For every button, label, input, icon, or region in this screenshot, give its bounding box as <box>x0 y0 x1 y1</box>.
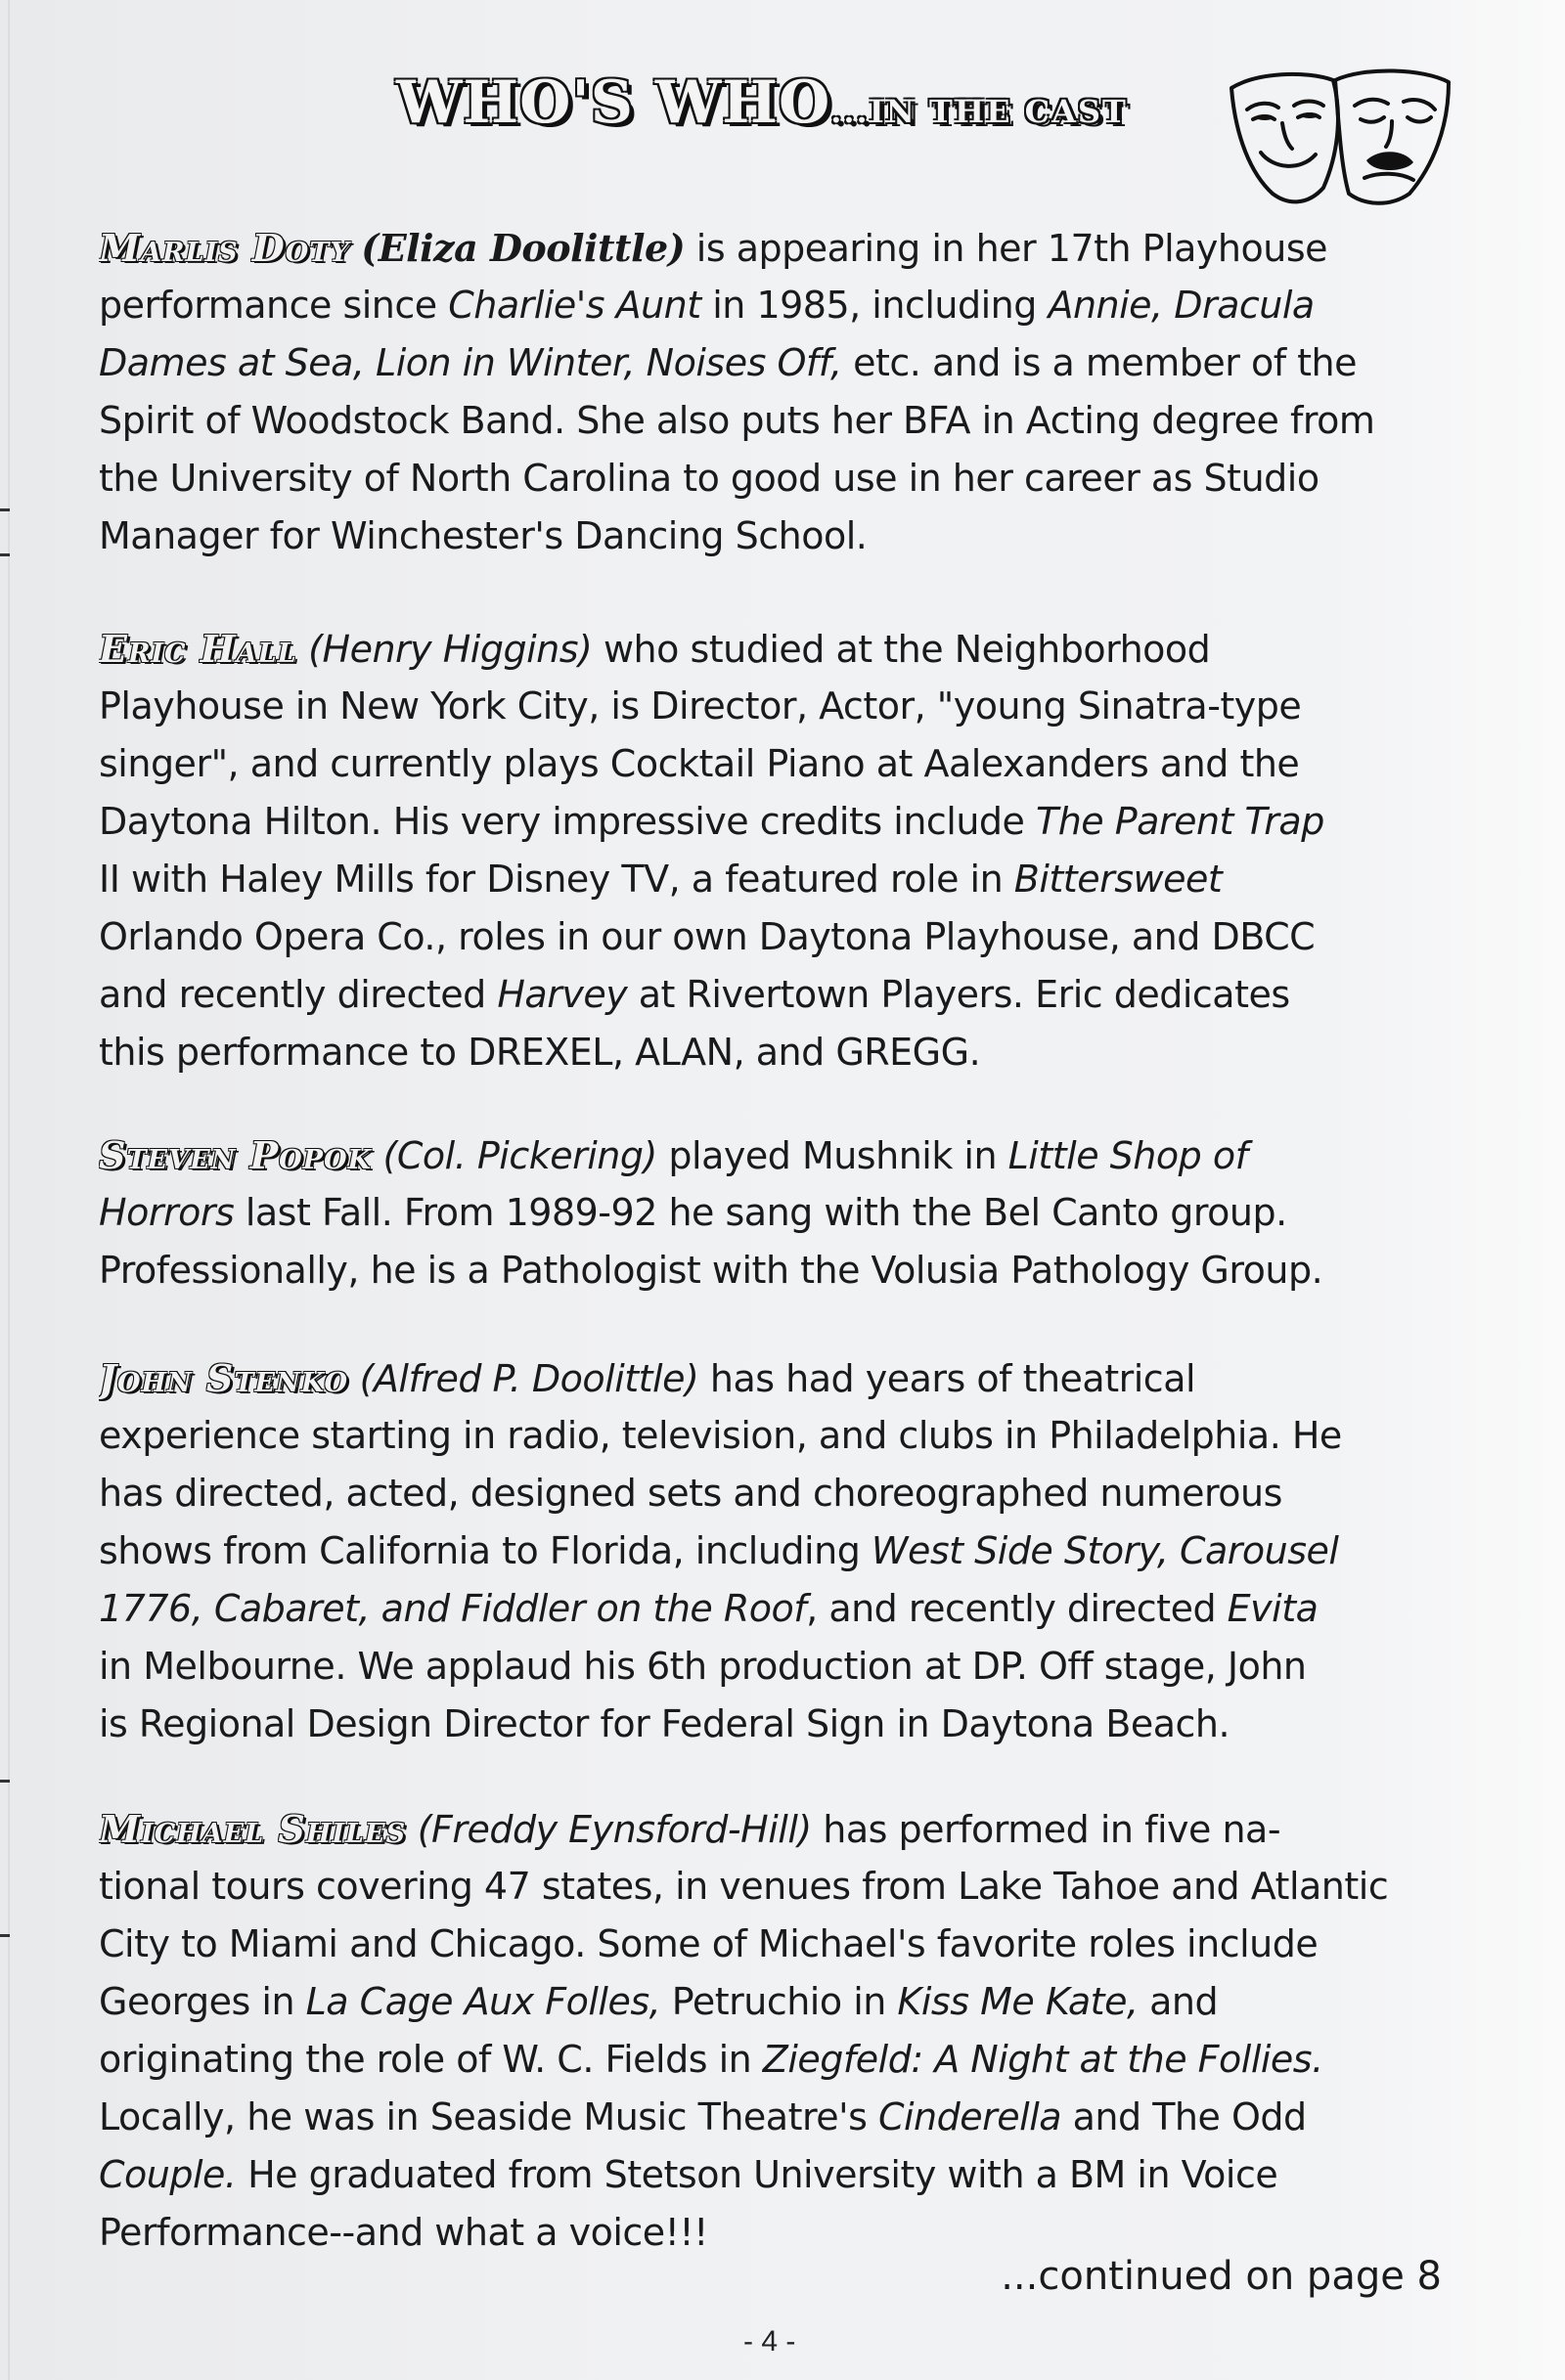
bio-text: etc. and is a member of the <box>841 341 1358 384</box>
scan-mark <box>0 1934 10 1937</box>
bio-text: Petruchio in <box>660 1980 898 2023</box>
bio-text: in 1985, including <box>700 284 1049 327</box>
bio-text: Spirit of Woodstock Band. She also puts her BFA in Acting degree from <box>99 399 1375 442</box>
bio-text: He graduated from Stetson University with a BM in Voice <box>236 2153 1278 2196</box>
bio-line <box>99 392 1457 450</box>
comedy-tragedy-masks-icon <box>1218 59 1462 215</box>
page-title-sub: ...IN THE CAST <box>830 93 1128 130</box>
show-title: Charlie's Aunt <box>448 284 701 327</box>
bio-line <box>99 1858 1457 1916</box>
page-number: - 4 - <box>743 2325 796 2358</box>
bio-line <box>99 735 1457 793</box>
bio-line <box>99 1184 1457 1242</box>
show-title: West Side Story, Carousel <box>871 1529 1339 1572</box>
bio-text: singer", and currently plays Cocktail Piano at Aalexanders and the <box>99 742 1300 785</box>
bio-line <box>99 1916 1457 1973</box>
role-name: (Freddy Eynsford-Hill) <box>417 1808 812 1851</box>
show-title: Bittersweet <box>1013 858 1223 901</box>
bio-line <box>99 1800 1457 1858</box>
bio-line <box>99 1242 1457 1300</box>
cast-name: Eric Hall <box>99 627 297 671</box>
bio-text <box>350 227 362 270</box>
bio-line <box>99 1407 1457 1465</box>
show-title: Evita <box>1227 1587 1319 1630</box>
show-title: Dames at Sea, Lion in Winter, Noises Off, <box>99 341 842 384</box>
cast-bio-eric-hall <box>99 620 1457 1081</box>
bio-text: Georges in <box>99 1980 306 2023</box>
role-name: (Eliza Doolittle) <box>361 226 686 270</box>
bio-text: last Fall. From 1989-92 he sang with the Bel Canto group. <box>234 1191 1287 1234</box>
show-title: The Parent Trap <box>1036 800 1324 843</box>
bio-text: Playhouse in New York City, is Director, Actor, "young Sinatra-type <box>99 684 1302 727</box>
bio-text: at Rivertown Players. Eric dedicates <box>627 973 1290 1016</box>
bio-text: Daytona Hilton. His very impressive credits include <box>99 800 1037 843</box>
page-title-main: WHO'S WHO <box>396 68 831 137</box>
bio-text <box>372 1134 383 1177</box>
bio-text: , and recently directed <box>806 1587 1228 1630</box>
bio-line <box>99 1973 1457 2031</box>
bio-text: has performed in five na- <box>811 1808 1281 1851</box>
bio-line <box>99 851 1457 908</box>
bio-line <box>99 277 1457 334</box>
bio-text: has directed, acted, designed sets and choreographed numerous <box>99 1472 1282 1515</box>
bio-line <box>99 1522 1457 1580</box>
bio-line <box>99 966 1457 1024</box>
bio-text: Locally, he was in Seaside Music Theatre's <box>99 2095 878 2138</box>
bio-text: has had years of theatrical <box>698 1357 1196 1400</box>
bio-text: who studied at the Neighborhood <box>592 628 1211 671</box>
role-name: (Col. Pickering) <box>382 1134 657 1177</box>
show-title: La Cage Aux Folles, <box>305 1980 661 2023</box>
scan-mark <box>0 553 10 556</box>
bio-text: and The Odd <box>1061 2095 1307 2138</box>
bio-line <box>99 908 1457 966</box>
cast-bio-john-stenko <box>99 1349 1457 1753</box>
show-title: Cinderella <box>877 2095 1062 2138</box>
bio-text: the University of North Carolina to good use in her career as Studio <box>99 457 1319 500</box>
bio-text: Professionally, he is a Pathologist with the Volusia Pathology Group. <box>99 1249 1323 1292</box>
continued-note: ...continued on page 8 <box>1001 2254 1442 2299</box>
bio-line <box>99 1465 1457 1522</box>
bio-text: Manager for Winchester's Dancing School. <box>99 514 868 557</box>
bio-line <box>99 2089 1457 2146</box>
page-title <box>396 68 1128 137</box>
show-title: Harvey <box>497 973 628 1016</box>
scan-mark <box>0 1780 10 1783</box>
bio-line <box>99 2031 1457 2089</box>
bio-text <box>406 1808 418 1851</box>
bio-line <box>99 1638 1457 1696</box>
bio-text: is Regional Design Director for Federal Sign in Daytona Beach. <box>99 1702 1230 1745</box>
bio-text: and recently directed <box>99 973 498 1016</box>
bio-line <box>99 450 1457 507</box>
bio-text: played Mushnik in <box>656 1134 1008 1177</box>
bio-line <box>99 1580 1457 1638</box>
bio-text: performance since <box>99 284 449 327</box>
show-title: Ziegfeld: A Night at the Follies. <box>762 2038 1323 2081</box>
bio-text: originating the role of W. C. Fields in <box>99 2038 763 2081</box>
show-title: Kiss Me Kate, <box>897 1980 1139 2023</box>
bio-line <box>99 1126 1457 1184</box>
cast-name: Michael Shiles <box>99 1807 407 1851</box>
bio-text: Orlando Opera Co., roles in our own Daytona Playhouse, and DBCC <box>99 915 1316 958</box>
bio-text: this performance to DREXEL, ALAN, and GREGG. <box>99 1031 981 1074</box>
bio-text: in Melbourne. We applaud his 6th production at DP. Off stage, John <box>99 1645 1307 1688</box>
show-title: Couple. <box>99 2153 237 2196</box>
bio-text: and <box>1138 1980 1219 2023</box>
bio-line <box>99 1696 1457 1753</box>
bio-text: shows from California to Florida, including <box>99 1529 872 1572</box>
bio-line <box>99 2146 1457 2204</box>
cast-bio-steven-popok <box>99 1126 1457 1300</box>
cast-bio-michael-shiles <box>99 1800 1457 2262</box>
bio-line <box>99 1024 1457 1081</box>
bio-text <box>297 628 309 671</box>
bio-line <box>99 678 1457 735</box>
role-name: (Henry Higgins) <box>308 628 593 671</box>
bio-line <box>99 334 1457 392</box>
bio-line <box>99 1349 1457 1407</box>
bio-text: Performance--and what a voice!!! <box>99 2211 708 2254</box>
show-title: Horrors <box>99 1191 235 1234</box>
bio-text: is appearing in her 17th Playhouse <box>685 227 1328 270</box>
scan-mark <box>0 508 10 511</box>
bio-line <box>99 620 1457 678</box>
role-name: (Alfred P. Doolittle) <box>359 1357 699 1400</box>
bio-text: tional tours covering 47 states, in venues from Lake Tahoe and Atlantic <box>99 1865 1389 1908</box>
bio-line <box>99 507 1457 565</box>
bio-line <box>99 793 1457 851</box>
cast-name: Steven Popok <box>99 1133 372 1177</box>
bio-text <box>348 1357 360 1400</box>
bio-text: II with Haley Mills for Disney TV, a featured role in <box>99 858 1014 901</box>
show-title: Annie, Dracula <box>1048 284 1315 327</box>
page-edge <box>8 0 10 2380</box>
bio-line <box>99 219 1457 277</box>
cast-bio-marlis-doty <box>99 219 1457 565</box>
show-title: 1776, Cabaret, and Fiddler on the Roof <box>99 1587 807 1630</box>
show-title: Little Shop of <box>1007 1134 1248 1177</box>
bio-text: experience starting in radio, television, and clubs in Philadelphia. He <box>99 1414 1342 1457</box>
bio-text: City to Miami and Chicago. Some of Michael's favorite roles include <box>99 1922 1319 1965</box>
cast-name: Marlis Doty <box>99 226 350 270</box>
cast-name: John Stenko <box>99 1356 348 1400</box>
